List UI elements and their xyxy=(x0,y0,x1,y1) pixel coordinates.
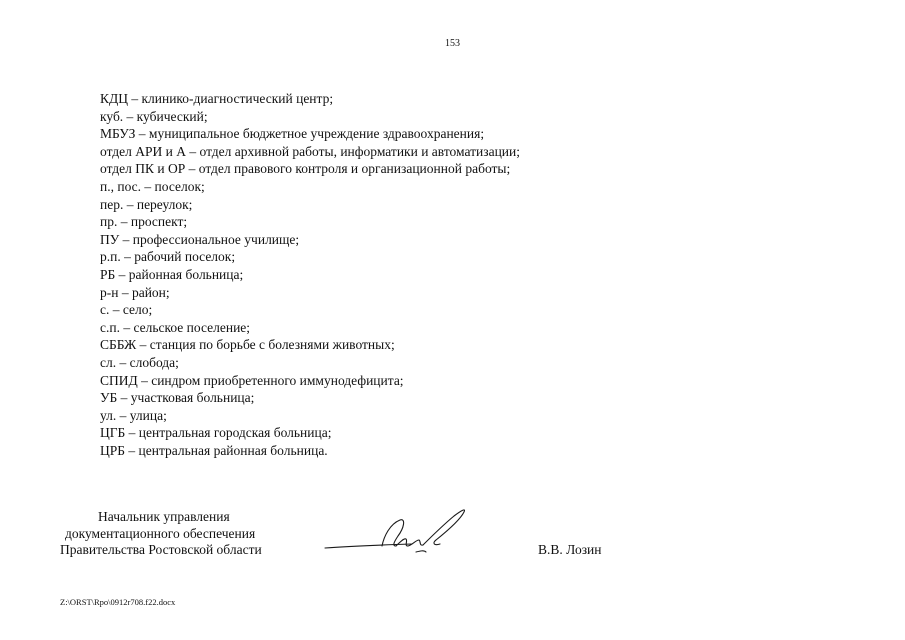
abbreviation-item: ПУ – профессиональное училище; xyxy=(100,231,300,247)
abbreviation-item: сл. – слобода; xyxy=(100,354,179,370)
abbreviation-item: СПИД – синдром приобретенного иммунодефицита; xyxy=(100,372,404,388)
signatory-title-line: документационного обеспечения xyxy=(65,525,256,541)
abbreviation-item: ул. – улица; xyxy=(100,407,167,423)
signatory-title-line: Правительства Ростовской области xyxy=(60,542,262,557)
abbreviation-item: ЦГБ – центральная городская больница; xyxy=(100,425,332,441)
abbreviation-item: МБУЗ – муниципальное бюджетное учреждение здравоохранения; xyxy=(100,126,485,142)
abbreviation-item: р-н – район; xyxy=(100,284,170,300)
abbreviation-item: пр. – проспект; xyxy=(100,214,188,230)
signer-name: В.В. Лозин xyxy=(538,542,602,557)
abbreviation-item: РБ – районная больница; xyxy=(100,266,244,282)
abbreviation-item: с.п. – сельское поселение; xyxy=(100,319,251,335)
abbreviation-list xyxy=(100,90,520,459)
abbreviation-item: куб. – кубический; xyxy=(100,108,208,124)
abbreviation-item: УБ – участковая больница; xyxy=(100,390,255,406)
abbreviation-item: отдел ПК и ОР – отдел правового контроля и организационной работы; xyxy=(100,161,511,177)
page-number: 153 xyxy=(445,38,460,49)
signatory-title xyxy=(60,509,262,559)
abbreviation-item: с. – село; xyxy=(100,302,153,318)
abbreviation-item: отдел АРИ и А – отдел архивной работы, информатики и автоматизации; xyxy=(100,143,521,159)
abbreviation-item: р.п. – рабочий поселок; xyxy=(100,249,236,265)
abbreviation-item: СББЖ – станция по борьбе с болезнями животных; xyxy=(100,337,395,353)
abbreviation-item: КДЦ – клинико-диагностический центр; xyxy=(100,91,334,106)
handwritten-signature xyxy=(320,506,480,564)
file-path: Z:\ORST\Rpo\0912r708.f22.docx xyxy=(60,597,176,607)
signatory-title-line: Начальник управления xyxy=(98,509,230,524)
abbreviation-item: ЦРБ – центральная районная больница. xyxy=(100,442,328,458)
abbreviation-item: пер. – переулок; xyxy=(100,196,193,212)
abbreviation-item: п., пос. – поселок; xyxy=(100,178,205,194)
